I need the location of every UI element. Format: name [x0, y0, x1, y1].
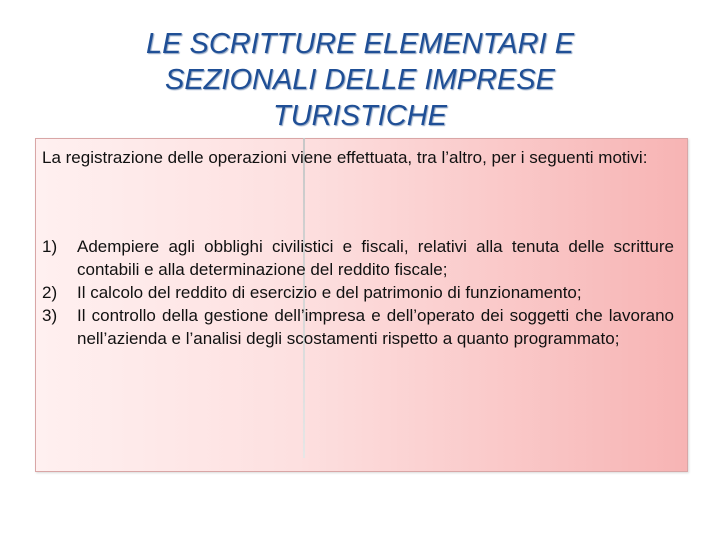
list-item-number: 2)	[42, 283, 58, 302]
list-item	[42, 281, 674, 304]
title-line-3: TURISTICHE	[273, 100, 447, 132]
reasons-list	[42, 235, 674, 350]
list-item-number: 1)	[42, 237, 58, 256]
list-item-number: 3)	[42, 306, 58, 325]
slide-title	[60, 26, 660, 134]
list-item	[42, 235, 674, 281]
intro-text: La registrazione delle operazioni viene effettuata, tra l’altro, per i seguenti motivi:	[42, 148, 648, 167]
title-line-2: SEZIONALI DELLE IMPRESE	[164, 64, 555, 96]
title-line-1: LE SCRITTURE ELEMENTARI E	[145, 28, 575, 60]
list-item-text: Il calcolo del reddito di esercizio e del patrimonio di funzionamento;	[77, 283, 582, 302]
list-item-text: Il controllo della gestione dell’impresa e dell’operato dei soggetti che lavorano nell’azienda e l’analisi degli scostamenti rispetto a quanto programmato;	[77, 306, 674, 348]
list-item-text: Adempiere agli obblighi civilistici e fiscali, relativi alla tenuta delle scritture contabili e alla determinazione del reddito fiscale;	[77, 237, 674, 279]
list-item	[42, 304, 674, 350]
